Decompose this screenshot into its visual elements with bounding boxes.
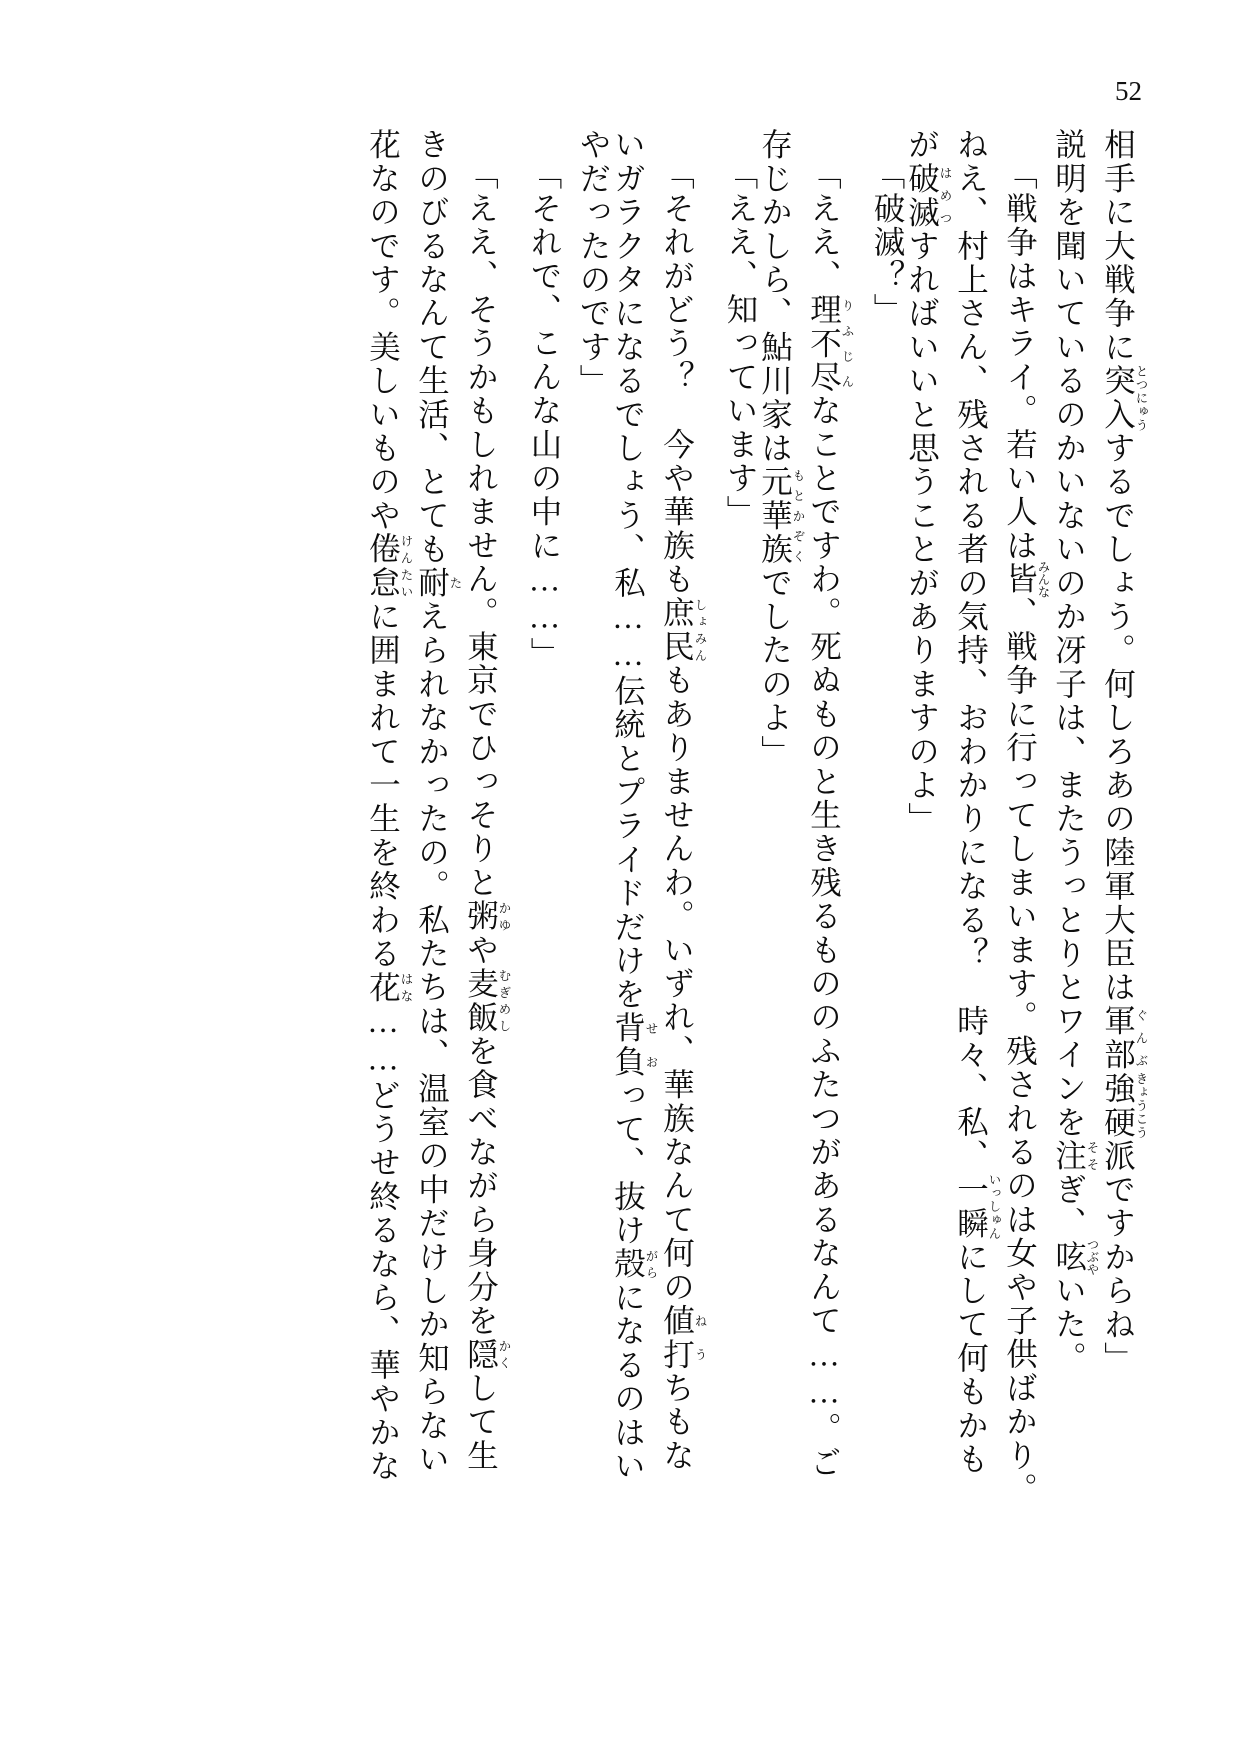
text-column: が破滅はめつすればいいと思うことがありますのよ」 xyxy=(904,128,952,836)
page-number: 52 xyxy=(1115,76,1142,106)
text-column: 「戦争はキライ。若い人は皆みんな、戦争に行ってしまいます。残されるのは女や子供ばかり。 xyxy=(1002,158,1050,1507)
text-column: 「ええ、理不尽りふじんなことですわ。死ぬものと生き残るもののふたつがあるなんて……。ご xyxy=(806,158,854,1480)
text-column: 存じかしら、鮎川家は元華族もとかぞくでしたのよ」 xyxy=(757,128,805,769)
text-column: 花なのです。美しいものや倦怠けんたいに囲まれて一生を終わる花はな……どうせ終るなら、華やかな xyxy=(365,128,413,1484)
text-column: 「破滅？」 xyxy=(870,158,905,327)
text-column: やだったのです」 xyxy=(576,128,611,398)
text-column: 「それで、こんな山の中に……」 xyxy=(527,158,562,671)
text-column: 「ええ、知っています」 xyxy=(723,158,758,529)
text-column: 「ええ、そうかもしれません。東京でひっそりと粥かゆや麦飯むぎめしを食べながら身分を隠かくして生 xyxy=(463,158,511,1473)
text-column: いガラクタになるでしょう、私……伝統とプライドだけを背負せおって、抜け殻がらになるのはい xyxy=(610,128,658,1484)
text-column: きのびるなんて生活、とても耐たえられなかったの。私たちは、温室の中だけしか知らない xyxy=(414,128,462,1477)
text-column: 「それがどう？ 今や華族も庶民しょみんもありませんわ。いずれ、華族なんて何の値打ねうちもな xyxy=(659,158,707,1473)
text-column: ねえ、村上さん、残される者の気持、おわかりになる？ 時々、私、一瞬いっしゅんにして何もかも xyxy=(953,128,1001,1477)
vertical-text-body xyxy=(128,128,1148,1507)
text-column: 相手に大戦争に突入とつにゅうするでしょう。何しろあの陸軍大臣は軍部ぐんぶ強硬きょうこう派ですからね」 xyxy=(1100,128,1148,1375)
text-column: 説明を聞いているのかいないのか冴子は、またうっとりとワインを注そそぎ、呟つぶやいた。 xyxy=(1051,128,1099,1375)
